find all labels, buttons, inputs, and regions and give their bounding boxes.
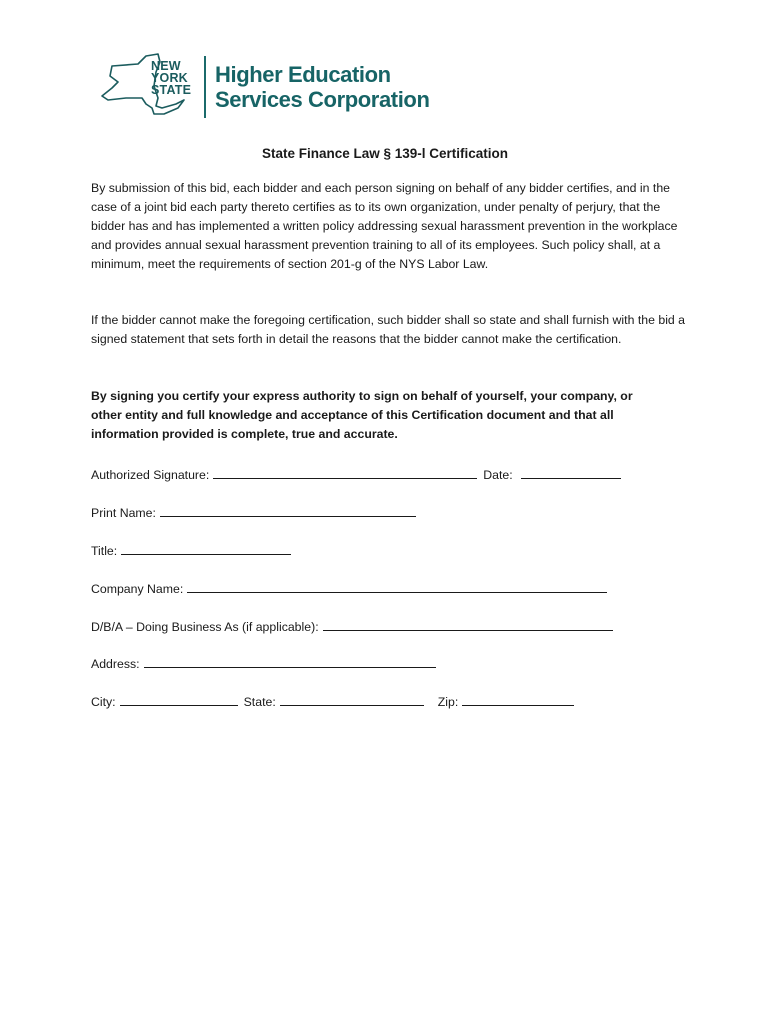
org-name-line-2: Services Corporation: [215, 87, 430, 112]
state-label: State:: [243, 695, 276, 709]
organization-name: [215, 62, 430, 112]
org-name-line-1: Higher Education: [215, 62, 391, 87]
exception-paragraph: If the bidder cannot make the foregoing certification, such bidder shall so state and shall furnish with the bid a signed statement that sets forth in detail the reasons that the bidder cannot make the certification.: [91, 313, 686, 346]
company-row: [91, 576, 607, 596]
zip-label: Zip:: [437, 695, 459, 709]
company-field[interactable]: [187, 591, 607, 593]
hesc-logo: [98, 52, 458, 120]
city-label: City:: [91, 695, 116, 709]
print-name-field[interactable]: [160, 515, 416, 517]
certification-paragraph: By submission of this bid, each bidder and each person signing on behalf of any bidder certifies, and in the case of a joint bid each party thereto certifies as to its own organization, under penalty of perjury, that the bidder has and has implemented a written policy addressing sexual harassment prevention in the workplace and provides annual sexual harassment prevention training to all of its employees. Such policy shall, at a minimum, meet the requirements of section 201-g of the NYS Labor Law.: [91, 181, 678, 271]
city-state-zip-row: [91, 689, 574, 709]
attestation-paragraph: By signing you certify your express authority to sign on behalf of yourself, your company, or other entity and full knowledge and acceptance of this Certification document and that all information provided is complete, true and accurate.: [91, 389, 633, 441]
ny-line-1: NEW: [151, 59, 181, 73]
logo-divider: [204, 56, 206, 118]
signature-field[interactable]: [213, 477, 477, 479]
ny-line-2: YORK: [151, 71, 188, 85]
title-row: [91, 538, 291, 558]
title-field[interactable]: [121, 553, 291, 555]
signature-row: [91, 462, 621, 482]
document-title: State Finance Law § 139-l Certification: [261, 146, 509, 161]
title-label: Title:: [91, 544, 118, 558]
ny-line-3: STATE: [151, 83, 192, 97]
company-label: Company Name:: [91, 582, 184, 596]
address-row: [91, 651, 436, 671]
city-field[interactable]: [120, 704, 238, 706]
signature-label: Authorized Signature:: [91, 468, 210, 482]
print-name-row: [91, 500, 416, 520]
address-label: Address:: [91, 657, 140, 671]
date-field[interactable]: [521, 477, 621, 479]
dba-label: D/B/A – Doing Business As (if applicable):: [91, 620, 319, 634]
date-label: Date:: [483, 468, 513, 482]
dba-field[interactable]: [323, 629, 613, 631]
print-name-label: Print Name:: [91, 506, 156, 520]
dba-row: [91, 614, 613, 634]
new-york-state-wordmark: [151, 60, 191, 96]
address-field[interactable]: [144, 666, 436, 668]
state-field[interactable]: [280, 704, 424, 706]
zip-field[interactable]: [462, 704, 574, 706]
